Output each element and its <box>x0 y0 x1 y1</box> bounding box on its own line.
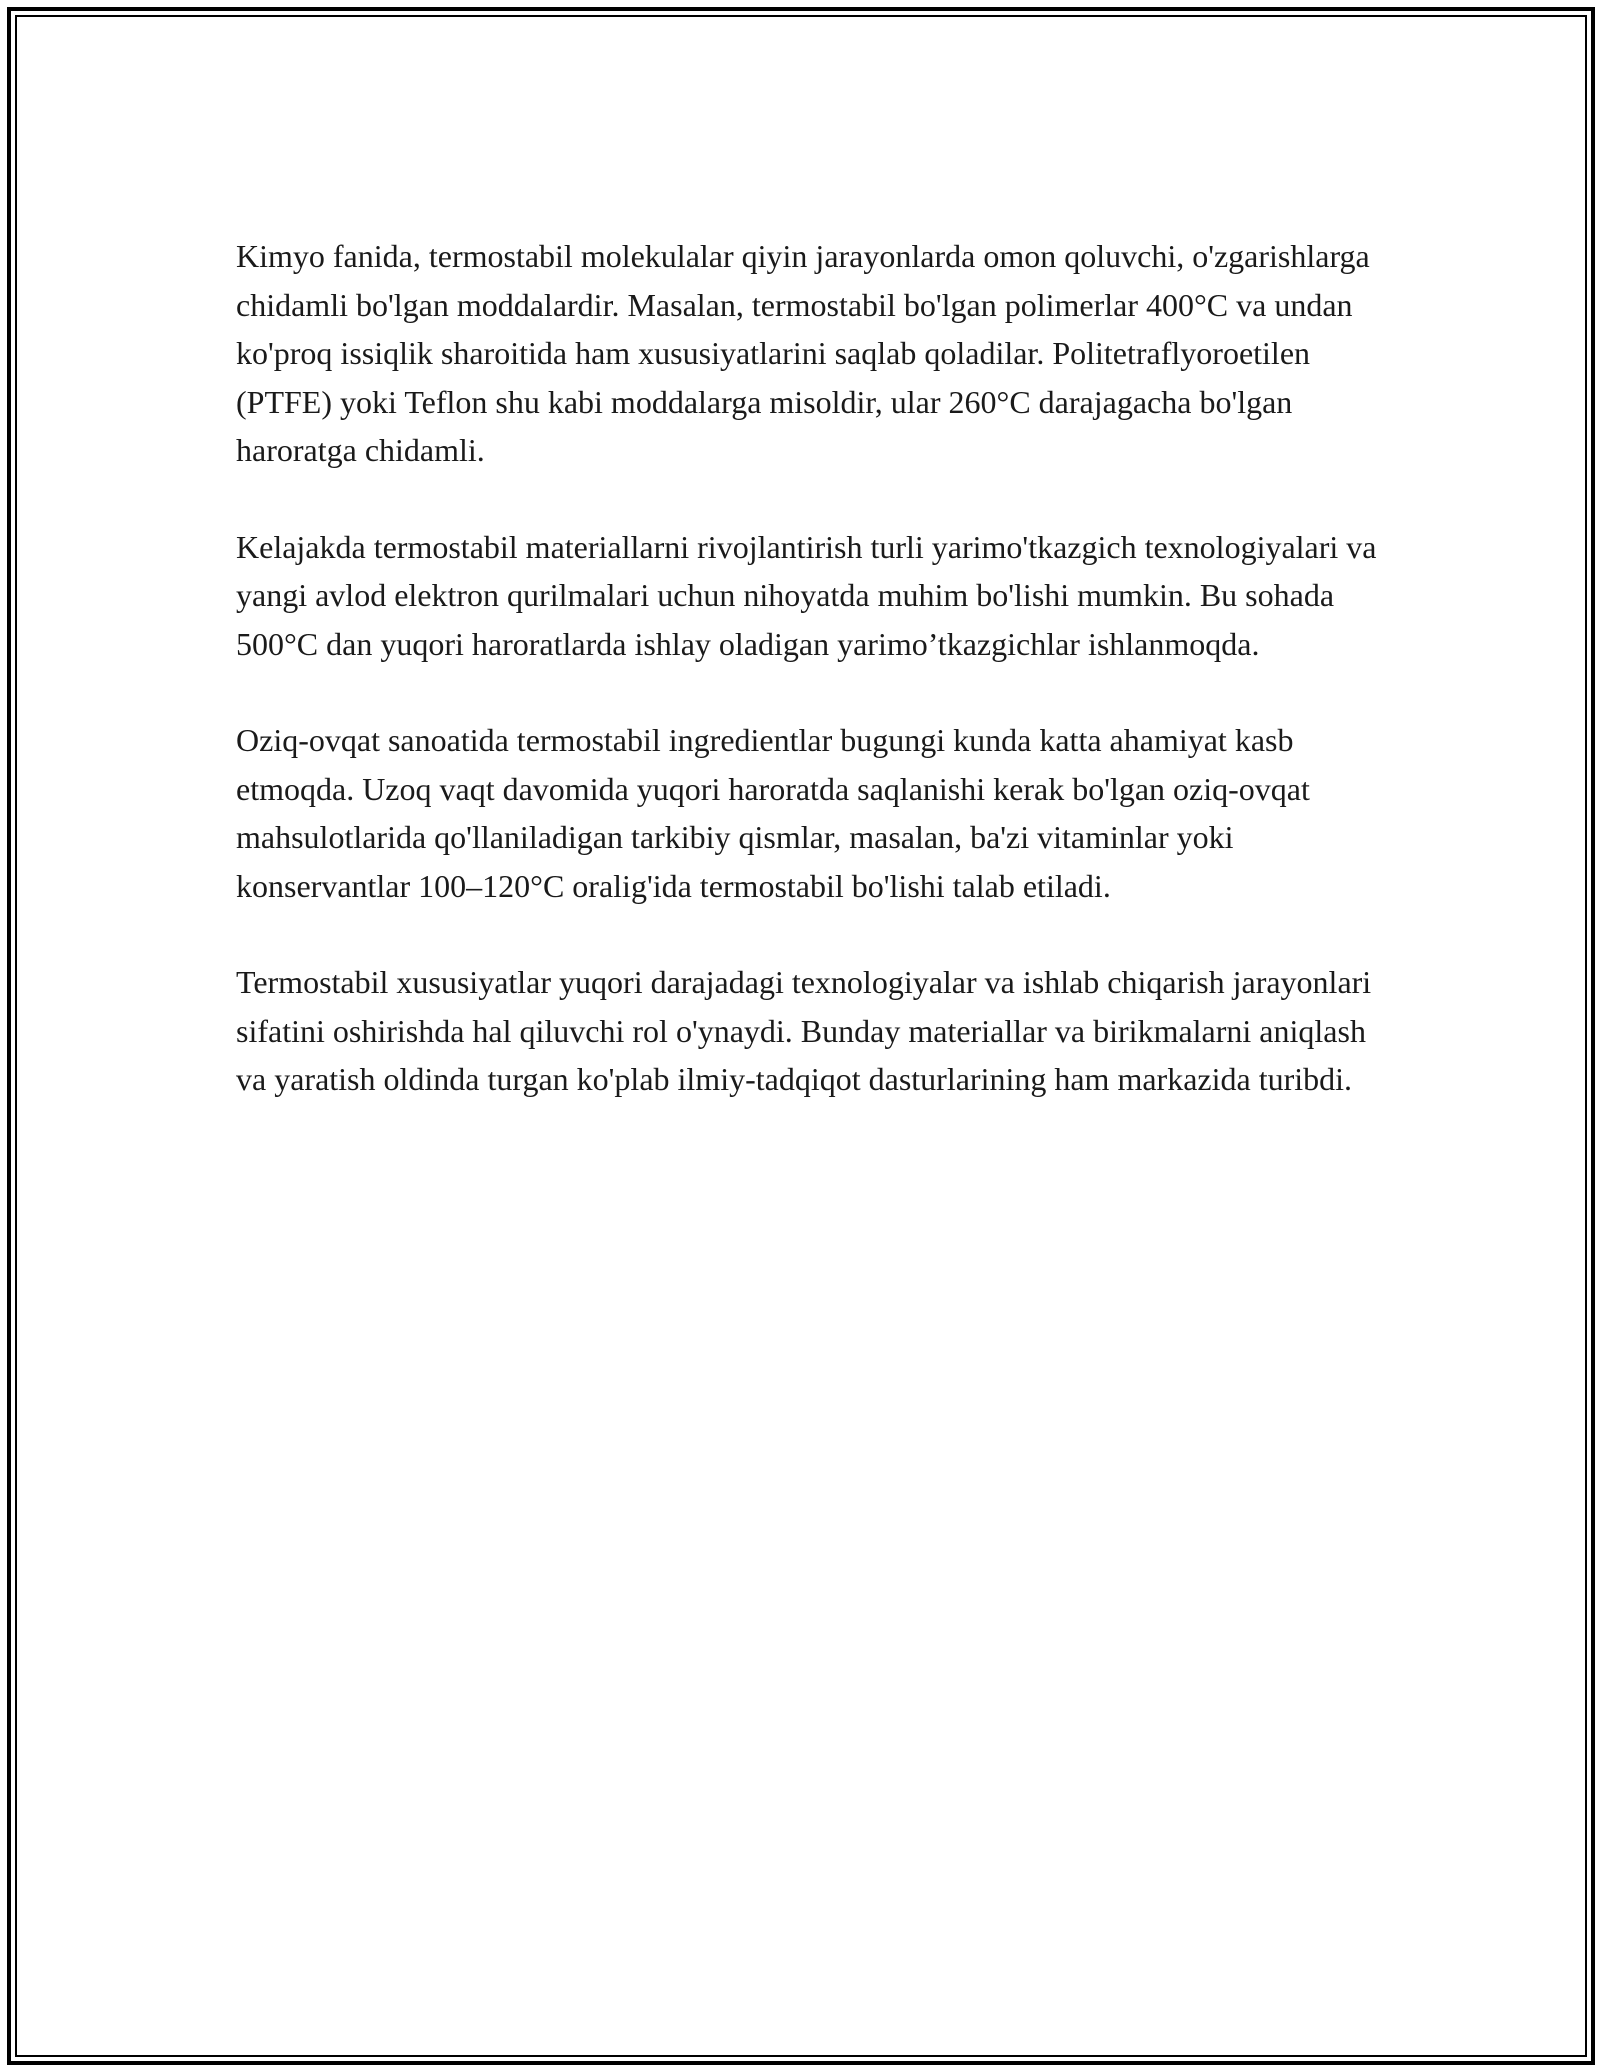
document-body <box>236 232 1386 1152</box>
paragraph-1: Kimyo fanida, termostabil molekulalar qiyin jarayonlarda omon qoluvchi, o'zgarishlarga chidamli bo'lgan moddalardir. Masalan, termostabil bo'lgan polimerlar 400°C va undan ko'proq issiqlik sharoitida ham xususiyatlarini saqlab qoladilar. Politetraflyoroetilen (PTFE) yoki Teflon shu kabi moddalarga misoldir, ular 260°C darajagacha bo'lgan haroratga chidamli. <box>236 238 1370 468</box>
paragraph-4: Termostabil xususiyatlar yuqori darajadagi texnologiyalar va ishlab chiqarish jarayonlari sifatini oshirishda hal qiluvchi rol o'ynaydi. Bunday materiallar va birikmalarni aniqlash va yaratish oldinda turgan ko'plab ilmiy-tadqiqot dasturlarining ham markazida turibdi. <box>236 964 1372 1097</box>
paragraph-3: Oziq-ovqat sanoatida termostabil ingredientlar bugungi kunda katta ahamiyat kasb etmoqda. Uzoq vaqt davomida yuqori haroratda saqlanishi kerak bo'lgan oziq-ovqat mahsulotlarida qo'llaniladigan tarkibiy qismlar, masalan, ba'zi vitaminlar yoki konservantlar 100–120°C oralig'ida termostabil bo'lishi talab etiladi. <box>236 722 1310 904</box>
paragraph-2: Kelajakda termostabil materiallarni rivojlantirish turli yarimo'tkazgich texnologiyalari va yangi avlod elektron qurilmalari uchun nihoyatda muhim bo'lishi mumkin. Bu sohada 500°C dan yuqori haroratlarda ishlay oladigan yarimo’tkazgichlar ishlanmoqda. <box>236 528 1377 662</box>
